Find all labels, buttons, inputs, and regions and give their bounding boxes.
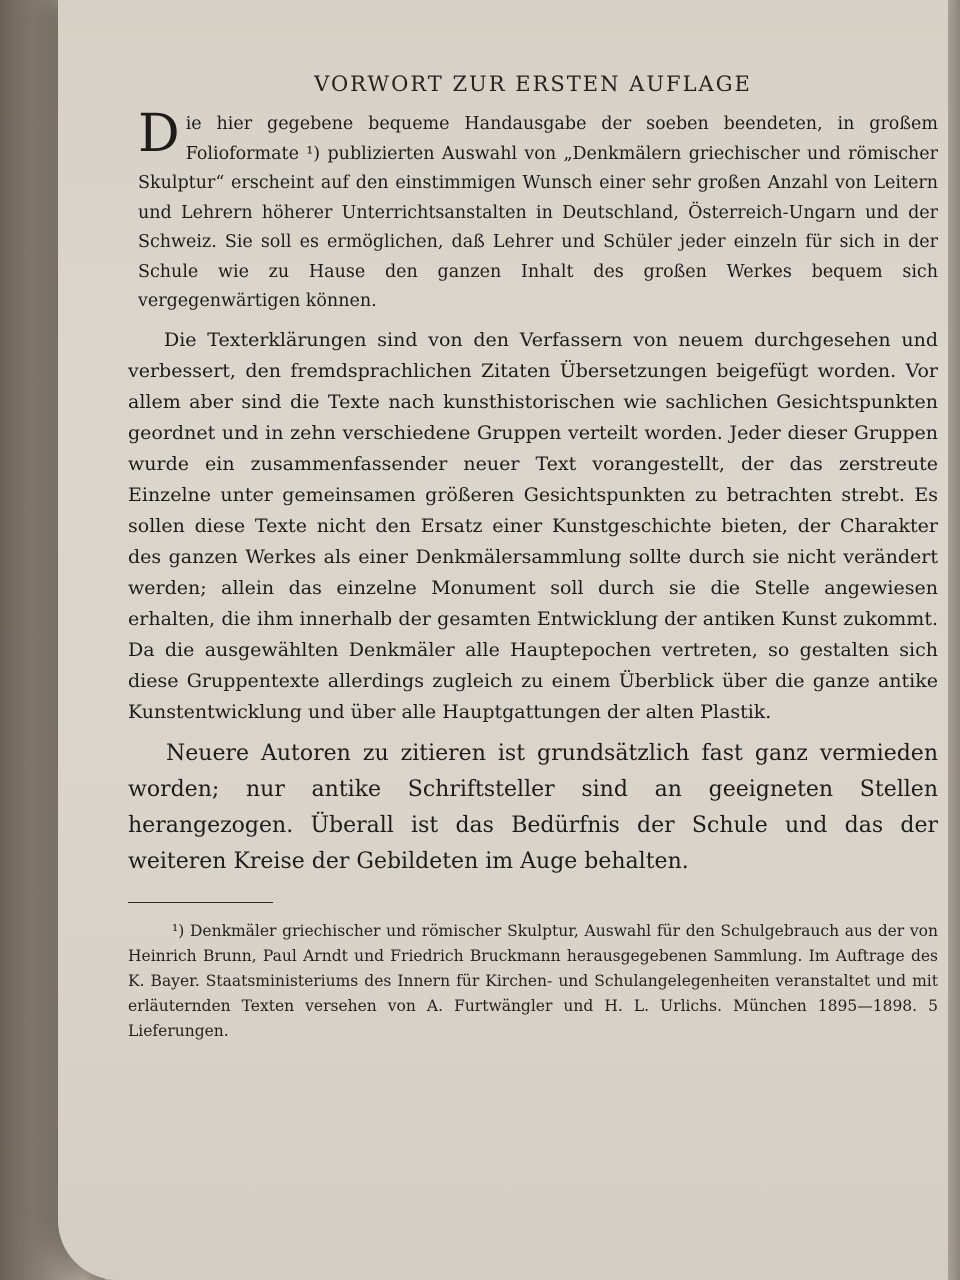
book-page bbox=[58, 0, 948, 1280]
paragraph-1 bbox=[128, 104, 938, 317]
footnote: ¹) Denkmäler griechischer und römischer Skulptur, Auswahl für den Schulgebrauch aus der von Heinrich Brunn, Paul Arndt und Friedrich Bruckmann herausgegebenen Sammlung. Im Auftrage des K. Bayer. Staatsministeriums des Innern für Kirchen- und Schulangelegenheiten veranstaltet und mit erläuternden Texten versehen von A. Furtwängler und H. L. Urlichs. München 1895—1898. 5 Lieferungen. bbox=[128, 921, 938, 1040]
footnote-divider bbox=[128, 902, 273, 903]
paragraph-3: Neuere Autoren zu zitieren ist grundsätzlich fast ganz vermieden worden; nur antike Schriftsteller sind an geeigneten Stellen herangezogen. Überall ist das Bedürfnis der Schule und das der weiteren Kreise der Gebildeten im Auge behalten. bbox=[128, 740, 938, 874]
page-content bbox=[128, 72, 938, 1044]
paragraph-1-text: ie hier gegebene bequeme Handausgabe der soeben beendeten, in großem Folioformate ¹) publizierten Auswahl von „Denkmälern griechischer und römischer Skulptur“ erscheint auf den einstimmigen Wunsch einer sehr großen Anzahl von Leitern und Lehrern höherer Unterrichtsanstalten in Deutschland, Österreich-Ungarn und der Schweiz. Sie soll es ermöglichen, daß Lehrer und Schüler jeder einzeln für sich in der Schule wie zu Hause den ganzen Inhalt des großen Werkes bequem sich vergegenwärtigen können. bbox=[138, 114, 938, 311]
page-heading: VORWORT ZUR ERSTEN AUFLAGE bbox=[314, 72, 752, 96]
paragraph-2: Die Texterklärungen sind von den Verfassern von neuem durchgesehen und verbessert, den fremdsprachlichen Zitaten Übersetzungen beigefügt worden. Vor allem aber sind die Texte nach kunsthistorischen wie sachlichen Gesichtspunkten geordnet und in zehn verschiedene Gruppen verteilt worden. Jeder dieser Gruppen wurde ein zusammenfassender neuer Text vorangestellt, der das zerstreute Einzelne unter gemeinsamen größeren Gesichtspunkten zu betrachten strebt. Es sollen diese Texte nicht den Ersatz einer Kunstgeschichte bieten, der Charakter des ganzen Werkes als einer Denkmälersammlung sollte durch sie nicht verändert werden; allein das einzelne Monument soll durch sie die Stelle angewiesen erhalten, die ihm innerhalb der gesamten Entwicklung der antiken Kunst zukommt. Da die ausgewählten Denkmäler alle Hauptepochen vertreten, so gestalten sich diese Gruppentexte allerdings zugleich zu einem Überblick über die ganze antike Kunstentwicklung und über alle Hauptgattungen der alten Plastik. bbox=[128, 328, 938, 723]
drop-cap: D bbox=[138, 104, 180, 164]
